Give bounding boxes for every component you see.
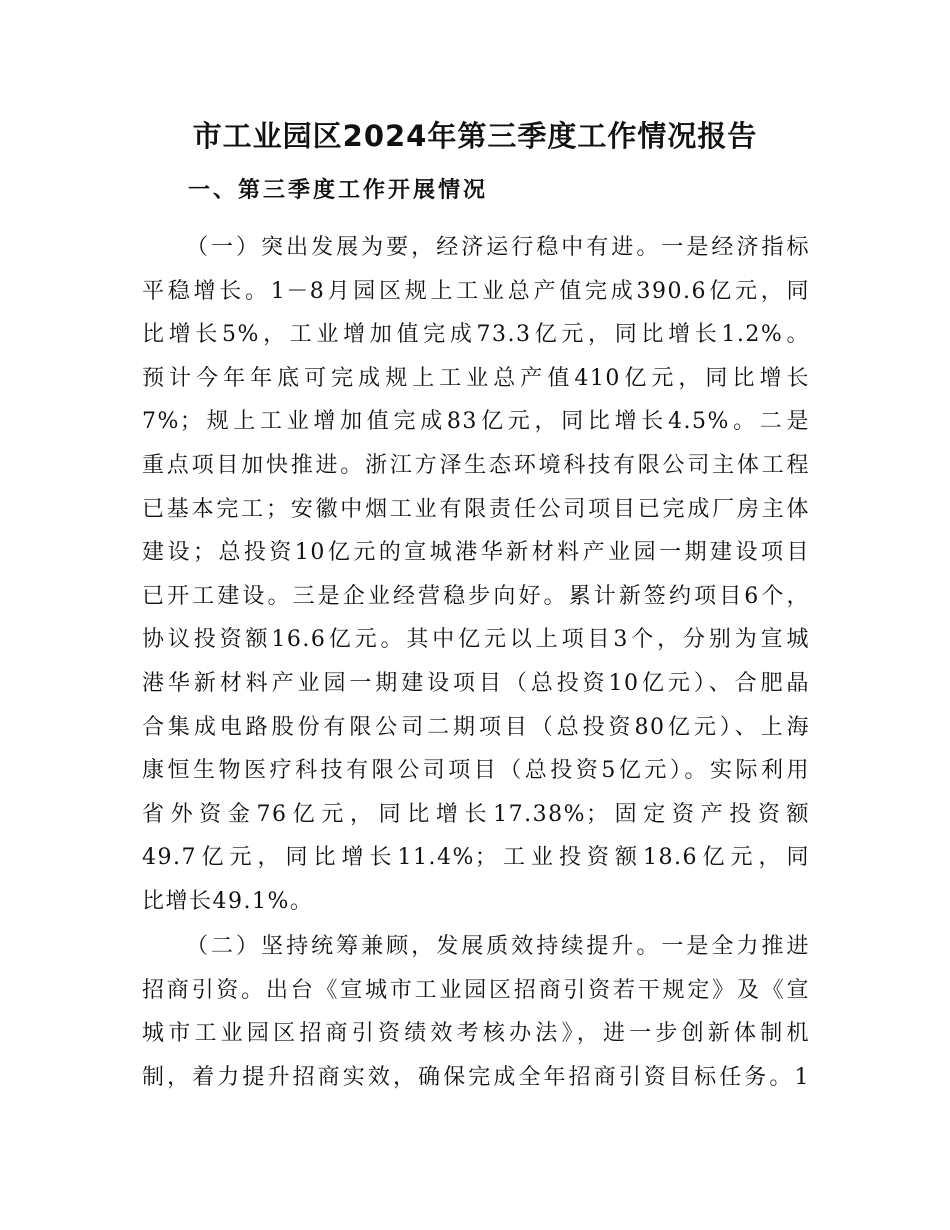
paragraph-line: 平稳增长。1－8月园区规上工业总产值完成390.6亿元，同 xyxy=(142,278,810,304)
page-title: 市工业园区2024年第三季度工作情况报告 xyxy=(192,119,758,153)
paragraph-line: 招商引资。出台《宣城市工业园区招商引资若干规定》及《宣 xyxy=(142,977,810,1003)
paragraph-line: 城市工业园区招商引资绩效考核办法》，进一步创新体制机 xyxy=(142,1021,810,1047)
paragraph-line: （一）突出发展为要，经济运行稳中有进。一是经济指标 xyxy=(186,235,810,260)
paragraph-line: （二）坚持统筹兼顾，发展质效持续提升。一是全力推进 xyxy=(186,934,810,959)
paragraph-line: 协议投资额16.6亿元。其中亿元以上项目3个，分别为宣城 xyxy=(142,627,810,653)
paragraph-line: 比增长5%，工业增加值完成73.3亿元，同比增长1.2%。 xyxy=(142,322,810,348)
paragraph-economy xyxy=(142,226,810,924)
paragraph-line: 比增长49.1%。 xyxy=(142,888,314,914)
paragraph-line: 合集成电路股份有限公司二期项目（总投资80亿元）、上海 xyxy=(142,714,810,740)
paragraph-line: 建设；总投资10亿元的宣城港华新材料产业园一期建设项目 xyxy=(142,540,810,566)
paragraph-line: 港华新材料产业园一期建设项目（总投资10亿元）、合肥晶 xyxy=(142,670,810,696)
paragraph-line: 重点项目加快推进。浙江方泽生态环境科技有限公司主体工程 xyxy=(142,452,810,478)
paragraph-line: 7%；规上工业增加值完成83亿元，同比增长4.5%。二是 xyxy=(142,409,810,435)
section-heading: 一、第三季度工作开展情况 xyxy=(188,177,489,203)
paragraph-line: 已开工建设。三是企业经营稳步向好。累计新签约项目6个， xyxy=(142,583,810,609)
paragraph-line: 康恒生物医疗科技有限公司项目（总投资5亿元）。实际利用 xyxy=(142,758,810,784)
paragraph-line: 省外资金76亿元，同比增长17.38%；固定资产投资额 xyxy=(142,801,810,827)
paragraph-coordination xyxy=(142,925,810,1099)
paragraph-line: 预计今年年底可完成规上工业总产值410亿元，同比增长 xyxy=(142,365,810,391)
paragraph-line: 制，着力提升招商实效，确保完成全年招商引资目标任务。1 xyxy=(142,1064,810,1090)
paragraph-line: 已基本完工；安徽中烟工业有限责任公司项目已完成厂房主体 xyxy=(142,496,810,522)
paragraph-line: 49.7亿元，同比增长11.4%；工业投资额18.6亿元，同 xyxy=(142,845,810,871)
